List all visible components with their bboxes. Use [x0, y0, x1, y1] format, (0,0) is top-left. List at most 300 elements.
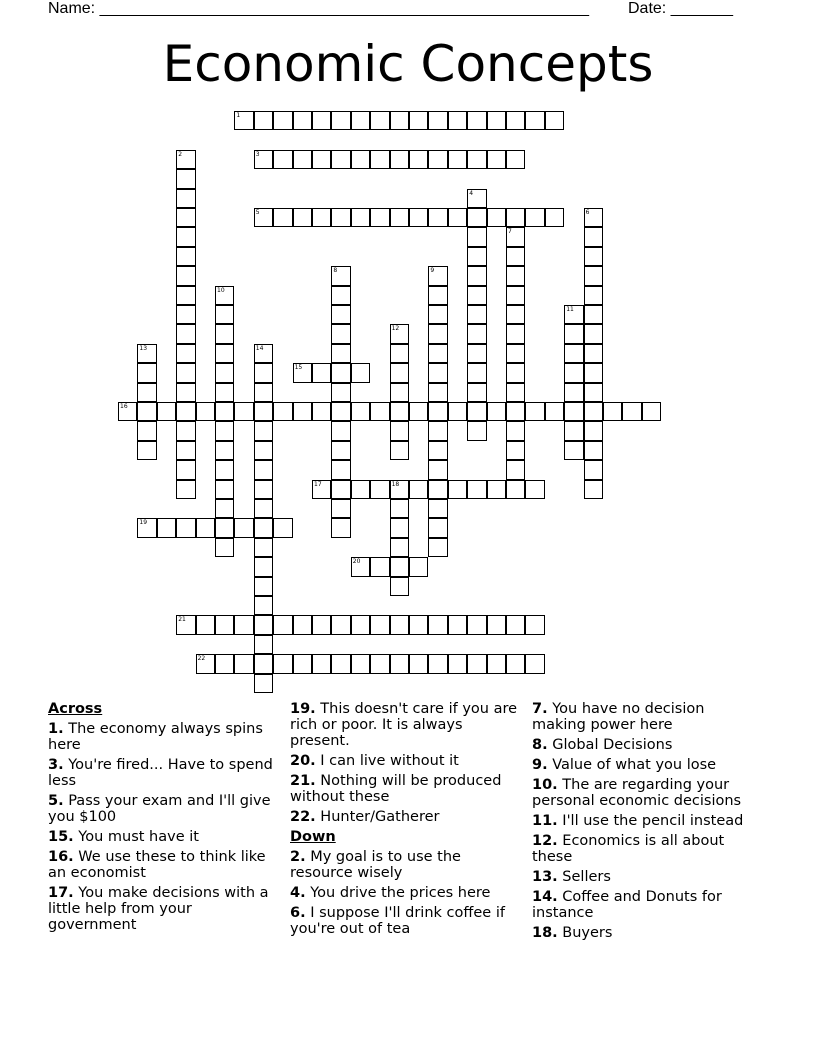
grid-cell[interactable] [409, 480, 428, 499]
grid-cell[interactable] [390, 421, 409, 440]
grid-cell[interactable] [351, 557, 370, 576]
grid-cell[interactable] [351, 480, 370, 499]
grid-cell[interactable] [215, 499, 234, 518]
grid-cell[interactable] [506, 441, 525, 460]
grid-cell[interactable] [467, 402, 486, 421]
grid-cell[interactable] [584, 480, 603, 499]
grid-cell[interactable] [428, 615, 447, 634]
grid-cell[interactable] [506, 305, 525, 324]
grid-cell[interactable] [254, 111, 273, 130]
grid-cell[interactable] [215, 460, 234, 479]
grid-cell[interactable] [215, 538, 234, 557]
grid-cell[interactable] [409, 557, 428, 576]
grid-cell[interactable] [448, 402, 467, 421]
grid-cell[interactable] [176, 421, 195, 440]
grid-cell[interactable] [215, 305, 234, 324]
grid-cell[interactable] [390, 402, 409, 421]
grid-cell[interactable] [312, 363, 331, 382]
grid-cell[interactable] [409, 208, 428, 227]
grid-cell[interactable] [254, 402, 273, 421]
grid-cell[interactable] [370, 654, 389, 673]
grid-cell[interactable] [254, 460, 273, 479]
grid-cell[interactable] [293, 363, 312, 382]
grid-cell[interactable] [428, 208, 447, 227]
grid-cell[interactable] [312, 402, 331, 421]
grid-cell[interactable] [234, 111, 253, 130]
grid-cell[interactable] [215, 615, 234, 634]
grid-cell[interactable] [254, 208, 273, 227]
clue-number: 2 [178, 150, 183, 158]
grid-cell[interactable] [525, 480, 544, 499]
grid-cell[interactable] [584, 286, 603, 305]
clue-number: 13 [139, 344, 148, 352]
grid-cell[interactable] [467, 227, 486, 246]
clue-number: 5 [255, 209, 260, 216]
grid-cell[interactable] [390, 363, 409, 382]
grid-cell[interactable] [254, 480, 273, 499]
grid-cell[interactable] [254, 538, 273, 557]
grid-cell[interactable] [390, 344, 409, 363]
clue-number: 3 [255, 150, 260, 158]
grid-cell[interactable] [351, 654, 370, 673]
grid-cell[interactable] [487, 615, 506, 634]
grid-cell[interactable] [428, 111, 447, 130]
grid-cell[interactable] [622, 402, 641, 421]
grid-cell[interactable] [215, 363, 234, 382]
grid-cell[interactable] [390, 324, 409, 343]
grid-cell[interactable] [273, 150, 292, 169]
grid-cell[interactable] [428, 363, 447, 382]
grid-cell[interactable] [196, 518, 215, 537]
grid-cell[interactable] [254, 654, 273, 673]
grid-cell[interactable] [584, 247, 603, 266]
grid-cell[interactable] [137, 402, 156, 421]
grid-cell[interactable] [390, 111, 409, 130]
clue-number: 6 [585, 209, 590, 216]
grid-cell[interactable] [467, 324, 486, 343]
grid-cell[interactable] [545, 402, 564, 421]
grid-cell[interactable] [370, 402, 389, 421]
clue-number: 4 [469, 189, 474, 197]
grid-cell[interactable] [137, 421, 156, 440]
grid-cell[interactable] [448, 208, 467, 227]
grid-cell[interactable] [176, 460, 195, 479]
grid-cell[interactable] [584, 402, 603, 421]
grid-cell[interactable] [176, 169, 195, 188]
grid-cell[interactable] [487, 111, 506, 130]
grid-cell[interactable] [351, 402, 370, 421]
clue-section-heading: Down [290, 829, 336, 845]
grid-cell[interactable] [428, 499, 447, 518]
grid-cell[interactable] [370, 615, 389, 634]
grid-cell[interactable] [642, 402, 661, 421]
grid-cell[interactable] [215, 480, 234, 499]
clue-item-number: 14. [532, 889, 558, 905]
clue-item-number: 3. [48, 757, 64, 773]
grid-cell[interactable] [506, 383, 525, 402]
grid-cell[interactable] [506, 363, 525, 382]
grid-cell[interactable] [176, 286, 195, 305]
grid-cell[interactable] [584, 227, 603, 246]
grid-cell[interactable] [273, 208, 292, 227]
clue-item-number: 20. [290, 753, 316, 769]
grid-cell[interactable] [584, 266, 603, 285]
grid-cell[interactable] [390, 518, 409, 537]
grid-cell[interactable] [506, 150, 525, 169]
grid-cell[interactable] [176, 227, 195, 246]
grid-cell[interactable] [428, 266, 447, 285]
grid-cell[interactable] [584, 421, 603, 440]
grid-cell[interactable] [564, 421, 583, 440]
grid-cell[interactable] [467, 189, 486, 208]
grid-cell[interactable] [331, 480, 350, 499]
grid-cell[interactable] [428, 324, 447, 343]
grid-cell[interactable] [176, 189, 195, 208]
grid-cell[interactable] [428, 441, 447, 460]
grid-cell[interactable] [448, 480, 467, 499]
clue-item [290, 905, 518, 937]
grid-cell[interactable] [331, 208, 350, 227]
grid-cell[interactable] [564, 402, 583, 421]
clue-number: 20 [352, 558, 361, 566]
grid-cell[interactable] [351, 111, 370, 130]
grid-cell[interactable] [137, 383, 156, 402]
grid-cell[interactable] [331, 344, 350, 363]
grid-cell[interactable] [254, 615, 273, 634]
grid-cell[interactable] [506, 615, 525, 634]
grid-cell[interactable] [215, 654, 234, 673]
clue-item [532, 869, 760, 885]
grid-cell[interactable] [331, 441, 350, 460]
grid-cell[interactable] [564, 305, 583, 324]
clue-item-number: 13. [532, 869, 558, 885]
grid-cell[interactable] [215, 324, 234, 343]
clue-item-number: 6. [290, 905, 306, 921]
grid-cell[interactable] [215, 286, 234, 305]
grid-cell[interactable] [254, 577, 273, 596]
grid-cell[interactable] [176, 150, 195, 169]
grid-cell[interactable] [331, 305, 350, 324]
clue-number: 8 [333, 267, 338, 275]
grid-cell[interactable] [564, 441, 583, 460]
grid-cell[interactable] [448, 615, 467, 634]
grid-cell[interactable] [506, 208, 525, 227]
grid-cell[interactable] [157, 402, 176, 421]
grid-cell[interactable] [196, 615, 215, 634]
grid-cell[interactable] [409, 615, 428, 634]
grid-cell[interactable] [390, 441, 409, 460]
grid-cell[interactable] [331, 499, 350, 518]
grid-cell[interactable] [467, 150, 486, 169]
grid-cell[interactable] [487, 150, 506, 169]
clue-item [532, 833, 760, 865]
grid-cell[interactable] [157, 518, 176, 537]
grid-cell[interactable] [428, 518, 447, 537]
grid-cell[interactable] [176, 247, 195, 266]
grid-cell[interactable] [584, 324, 603, 343]
grid-cell[interactable] [467, 344, 486, 363]
grid-cell[interactable] [312, 654, 331, 673]
grid-cell[interactable] [409, 402, 428, 421]
grid-cell[interactable] [254, 674, 273, 693]
grid-cell[interactable] [390, 577, 409, 596]
grid-cell[interactable] [390, 480, 409, 499]
grid-cell[interactable] [331, 654, 350, 673]
grid-cell[interactable] [584, 208, 603, 227]
grid-cell[interactable] [467, 480, 486, 499]
grid-cell[interactable] [584, 305, 603, 324]
clue-item-text: This doesn't care if you are rich or poor. It is always present. [290, 701, 518, 749]
grid-cell[interactable] [584, 460, 603, 479]
grid-cell[interactable] [273, 615, 292, 634]
grid-cell[interactable] [506, 654, 525, 673]
grid-cell[interactable] [467, 615, 486, 634]
grid-cell[interactable] [215, 383, 234, 402]
grid-cell[interactable] [137, 441, 156, 460]
grid-cell[interactable] [176, 383, 195, 402]
grid-cell[interactable] [428, 286, 447, 305]
grid-cell[interactable] [506, 286, 525, 305]
grid-cell[interactable] [467, 305, 486, 324]
grid-cell[interactable] [176, 615, 195, 634]
grid-cell[interactable] [390, 150, 409, 169]
grid-cell[interactable] [564, 344, 583, 363]
clue-item-number: 5. [48, 793, 64, 809]
grid-cell[interactable] [215, 441, 234, 460]
grid-cell[interactable] [467, 383, 486, 402]
grid-cell[interactable] [525, 111, 544, 130]
grid-cell[interactable] [331, 111, 350, 130]
grid-cell[interactable] [409, 150, 428, 169]
grid-cell[interactable] [584, 344, 603, 363]
grid-cell[interactable] [448, 654, 467, 673]
grid-cell[interactable] [467, 286, 486, 305]
clue-item-text: Value of what you lose [547, 757, 717, 773]
grid-cell[interactable] [176, 441, 195, 460]
grid-cell[interactable] [254, 557, 273, 576]
grid-cell[interactable] [506, 247, 525, 266]
clue-item [48, 829, 276, 845]
grid-cell[interactable] [467, 654, 486, 673]
grid-cell[interactable] [390, 538, 409, 557]
grid-cell[interactable] [176, 324, 195, 343]
grid-cell[interactable] [176, 402, 195, 421]
grid-cell[interactable] [409, 111, 428, 130]
grid-cell[interactable] [564, 383, 583, 402]
grid-cell[interactable] [215, 402, 234, 421]
grid-cell[interactable] [428, 344, 447, 363]
clue-item-number: 15. [48, 829, 74, 845]
grid-cell[interactable] [234, 402, 253, 421]
grid-cell[interactable] [545, 208, 564, 227]
grid-cell[interactable] [254, 596, 273, 615]
grid-cell[interactable] [506, 480, 525, 499]
grid-cell[interactable] [506, 266, 525, 285]
grid-cell[interactable] [273, 654, 292, 673]
grid-cell[interactable] [137, 344, 156, 363]
grid-cell[interactable] [331, 383, 350, 402]
grid-cell[interactable] [312, 615, 331, 634]
grid-cell[interactable] [487, 480, 506, 499]
grid-cell[interactable] [331, 460, 350, 479]
grid-cell[interactable] [390, 208, 409, 227]
grid-cell[interactable] [428, 654, 447, 673]
grid-cell[interactable] [312, 208, 331, 227]
grid-cell[interactable] [409, 654, 428, 673]
grid-cell[interactable] [390, 557, 409, 576]
grid-cell[interactable] [506, 227, 525, 246]
grid-cell[interactable] [254, 499, 273, 518]
clue-item-text: You're fired... Have to spend less [48, 757, 273, 789]
grid-cell[interactable] [467, 111, 486, 130]
grid-cell[interactable] [467, 363, 486, 382]
grid-cell[interactable] [293, 654, 312, 673]
grid-cell[interactable] [428, 538, 447, 557]
grid-cell[interactable] [351, 150, 370, 169]
grid-cell[interactable] [390, 615, 409, 634]
grid-cell[interactable] [254, 421, 273, 440]
name-line[interactable]: Name: _______________________________________________________ [48, 0, 589, 17]
grid-cell[interactable] [506, 344, 525, 363]
grid-cell[interactable] [467, 266, 486, 285]
grid-cell[interactable] [428, 460, 447, 479]
grid-cell[interactable] [370, 111, 389, 130]
grid-cell[interactable] [428, 421, 447, 440]
grid-cell[interactable] [196, 402, 215, 421]
grid-cell[interactable] [351, 615, 370, 634]
grid-cell[interactable] [506, 421, 525, 440]
grid-cell[interactable] [254, 518, 273, 537]
grid-cell[interactable] [448, 150, 467, 169]
clue-item-text: You make decisions with a little help from your government [48, 885, 269, 933]
grid-cell[interactable] [525, 615, 544, 634]
grid-cell[interactable] [428, 383, 447, 402]
grid-cell[interactable] [215, 344, 234, 363]
grid-cell[interactable] [370, 557, 389, 576]
grid-cell[interactable] [525, 402, 544, 421]
grid-cell[interactable] [254, 363, 273, 382]
grid-cell[interactable] [273, 402, 292, 421]
grid-cell[interactable] [293, 402, 312, 421]
grid-cell[interactable] [506, 111, 525, 130]
grid-cell[interactable] [176, 208, 195, 227]
clue-item-text: You drive the prices here [305, 885, 491, 901]
grid-cell[interactable] [428, 150, 447, 169]
grid-cell[interactable] [234, 654, 253, 673]
grid-cell[interactable] [525, 654, 544, 673]
grid-cell[interactable] [254, 441, 273, 460]
grid-cell[interactable] [331, 402, 350, 421]
grid-cell[interactable] [234, 615, 253, 634]
grid-cell[interactable] [331, 324, 350, 343]
grid-cell[interactable] [584, 441, 603, 460]
grid-cell[interactable] [370, 480, 389, 499]
clue-item-text: Pass your exam and I'll give you $100 [48, 793, 271, 825]
grid-cell[interactable] [215, 518, 234, 537]
clue-item-text: I'll use the pencil instead [557, 813, 744, 829]
grid-cell[interactable] [176, 266, 195, 285]
grid-cell[interactable] [467, 247, 486, 266]
clue-item-number: 7. [532, 701, 548, 717]
grid-cell[interactable] [487, 402, 506, 421]
grid-cell[interactable] [584, 363, 603, 382]
grid-cell[interactable] [176, 518, 195, 537]
grid-cell[interactable] [428, 480, 447, 499]
clue-item-number: 17. [48, 885, 74, 901]
grid-cell[interactable] [487, 208, 506, 227]
grid-cell[interactable] [254, 635, 273, 654]
grid-cell[interactable] [312, 480, 331, 499]
grid-cell[interactable] [118, 402, 137, 421]
grid-cell[interactable] [293, 615, 312, 634]
grid-cell[interactable] [331, 150, 350, 169]
grid-cell[interactable] [176, 363, 195, 382]
grid-cell[interactable] [196, 654, 215, 673]
grid-cell[interactable] [545, 111, 564, 130]
grid-cell[interactable] [254, 150, 273, 169]
grid-cell[interactable] [506, 324, 525, 343]
grid-cell[interactable] [467, 208, 486, 227]
grid-cell[interactable] [525, 208, 544, 227]
clues-column-2 [290, 701, 518, 941]
grid-cell[interactable] [137, 518, 156, 537]
grid-cell[interactable] [293, 111, 312, 130]
grid-cell[interactable] [428, 402, 447, 421]
grid-cell[interactable] [390, 383, 409, 402]
grid-cell[interactable] [603, 402, 622, 421]
grid-cell[interactable] [487, 654, 506, 673]
grid-cell[interactable] [312, 150, 331, 169]
grid-cell[interactable] [370, 150, 389, 169]
grid-cell[interactable] [564, 363, 583, 382]
grid-cell[interactable] [273, 111, 292, 130]
grid-cell[interactable] [293, 208, 312, 227]
grid-cell[interactable] [331, 363, 350, 382]
grid-cell[interactable] [234, 518, 253, 537]
grid-cell[interactable] [351, 363, 370, 382]
grid-cell[interactable] [331, 518, 350, 537]
grid-cell[interactable] [390, 499, 409, 518]
grid-cell[interactable] [351, 208, 370, 227]
grid-cell[interactable] [254, 383, 273, 402]
grid-cell[interactable] [273, 518, 292, 537]
grid-cell[interactable] [448, 111, 467, 130]
grid-cell[interactable] [370, 208, 389, 227]
grid-cell[interactable] [467, 421, 486, 440]
grid-cell[interactable] [506, 402, 525, 421]
date-line[interactable]: Date: _______ [628, 0, 733, 17]
grid-cell[interactable] [584, 383, 603, 402]
grid-cell[interactable] [428, 305, 447, 324]
grid-cell[interactable] [331, 615, 350, 634]
grid-cell[interactable] [176, 305, 195, 324]
clue-number: 12 [391, 325, 400, 333]
grid-cell[interactable] [293, 150, 312, 169]
grid-cell[interactable] [176, 344, 195, 363]
grid-cell[interactable] [137, 363, 156, 382]
grid-cell[interactable] [176, 480, 195, 499]
grid-cell[interactable] [312, 111, 331, 130]
clue-item-text: I can live without it [315, 753, 459, 769]
grid-cell[interactable] [254, 344, 273, 363]
grid-cell[interactable] [564, 324, 583, 343]
grid-cell[interactable] [331, 266, 350, 285]
grid-cell[interactable] [506, 460, 525, 479]
grid-cell[interactable] [331, 286, 350, 305]
grid-cell[interactable] [390, 654, 409, 673]
grid-cell[interactable] [331, 421, 350, 440]
grid-cell[interactable] [215, 421, 234, 440]
